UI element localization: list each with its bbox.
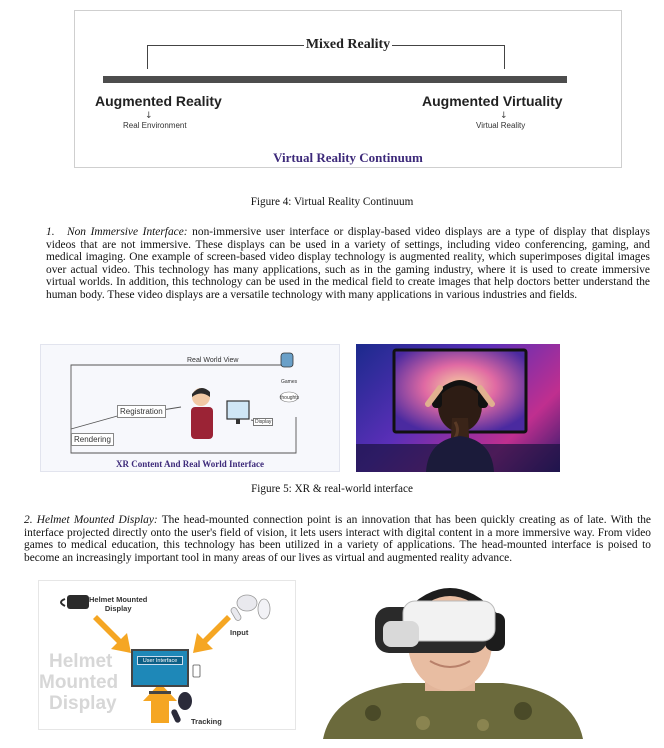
thoughts-label: thoughts	[280, 395, 300, 401]
tracking-label: Tracking	[191, 717, 222, 726]
virtual-reality-continuum-figure	[74, 10, 622, 168]
display-label: Display	[255, 419, 272, 425]
continuum-title: Virtual Reality Continuum	[273, 150, 423, 165]
vr-headset-icon	[67, 595, 89, 609]
user-interface-label: User Interface	[137, 656, 183, 665]
xr-diagram-lines	[41, 345, 341, 473]
figure-4-caption: Figure 4: Virtual Reality Continuum	[250, 196, 414, 208]
helmet-mounted-paragraph	[24, 514, 651, 564]
soldier-vr-photo	[313, 573, 591, 739]
augmented-reality-label: Augmented Reality	[95, 93, 222, 109]
real-environment-label: Real Environment	[123, 121, 187, 130]
down-arrow-icon: ↓	[145, 111, 153, 121]
gamer-illustration	[356, 344, 560, 472]
soldier-illustration	[313, 573, 591, 739]
games-label: Games	[281, 379, 298, 385]
rendering-box: Rendering	[71, 433, 114, 446]
registration-box: Registration	[117, 405, 166, 418]
hmd-title-line1: Helmet Mounted	[89, 595, 148, 604]
watermark-line1: Helmet	[49, 651, 113, 672]
mixed-reality-label: Mixed Reality	[305, 37, 391, 52]
person-body-icon	[191, 407, 213, 439]
augmented-virtuality-label: Augmented Virtuality	[422, 93, 563, 109]
input-label: Input	[230, 628, 249, 637]
arrow-icon	[193, 615, 231, 653]
arrow-icon	[143, 683, 177, 723]
helmet-mounted-display-diagram	[38, 580, 296, 730]
user-interface-screen	[131, 649, 189, 687]
hmd-watermark	[39, 651, 118, 714]
gamer-photo	[356, 344, 560, 472]
non-immersive-paragraph	[46, 226, 650, 302]
section-heading: Non Immersive Interface:	[67, 226, 188, 238]
tracking-controller-icon	[178, 692, 192, 710]
watermark-line2: Mounted	[39, 672, 119, 693]
paragraph-body: The head-mounted connection point is an innovation that has been quickly creating as of late. With the interface projected directly onto the user's field of vision, it lets users interact with digital content in a more immersive way. From video games to medical education, this technology has been utilized in a variety of applications. The head-mounted interface is poised to become an increasingly important tool in many areas of our lives as virtual and augmented reality advance.	[24, 514, 651, 564]
continuum-bar	[103, 76, 567, 83]
hmd-title-line2: Display	[104, 604, 132, 613]
xr-interface-diagram	[40, 344, 340, 472]
monitor-icon	[227, 401, 249, 419]
virtual-reality-label: Virtual Reality	[476, 121, 526, 130]
real-world-view-label: Real World View	[187, 357, 239, 364]
watermark-line3: Display	[49, 693, 117, 714]
section-heading: 2. Helmet Mounted Display:	[24, 514, 158, 526]
smartwatch-icon	[281, 353, 293, 367]
figure-5-caption: Figure 5: XR & real-world interface	[251, 483, 413, 495]
list-number: 1.	[46, 226, 55, 238]
arrow-icon	[93, 615, 131, 653]
paragraph-body: non-immersive user interface or display-based video displays are a type of display that displays videos that are not immersive. These displays can be used in a variety of settings, including video conferencing, gaming, and medical imaging. One example of screen-based video display technology is augmented reality, which superimposes digital images over actual video. This technology has many applications, such as in the gaming industry, where it is used to create immersive virtual worlds. In addition, this technology can be used in the medical field to create images that help doctors better understand the human body. These video displays are a versatile technology with many applications in various industries and fields.	[46, 226, 650, 301]
controller-icon	[237, 595, 257, 611]
down-arrow-icon: ↓	[500, 111, 508, 121]
xr-diagram-caption: XR Content And Real World Interface	[115, 459, 265, 469]
